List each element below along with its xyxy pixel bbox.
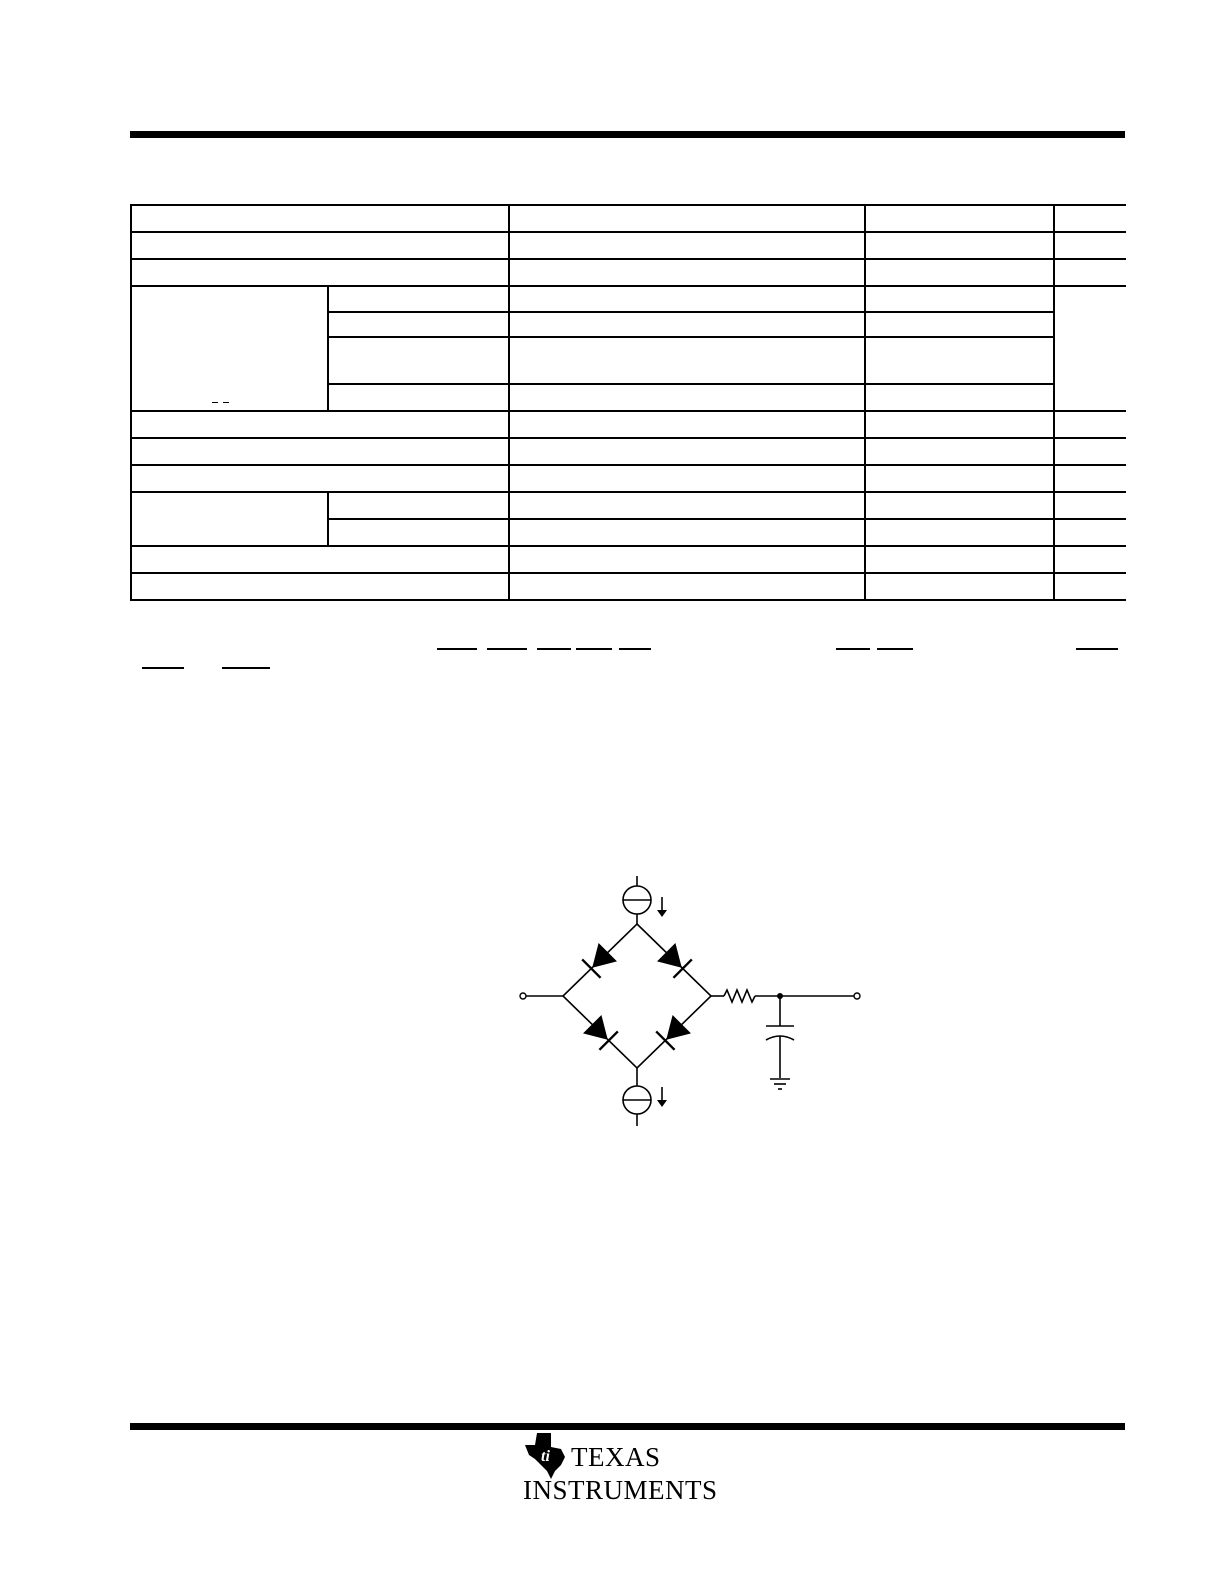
table-cell bbox=[509, 337, 865, 384]
junction-node bbox=[777, 993, 783, 999]
table-cell bbox=[131, 438, 509, 465]
current-arrowhead bbox=[657, 1100, 667, 1107]
table-cell bbox=[865, 573, 1054, 600]
table-cell bbox=[1054, 465, 1126, 492]
table-cell bbox=[131, 286, 328, 411]
overbar bbox=[877, 648, 913, 650]
table-cell bbox=[509, 519, 865, 546]
table-cell bbox=[865, 232, 1054, 259]
table-row bbox=[131, 465, 1126, 492]
table-row bbox=[131, 259, 1126, 286]
spec-table bbox=[130, 204, 1126, 601]
table-cell bbox=[328, 519, 509, 546]
table-cell bbox=[509, 492, 865, 519]
input-terminal bbox=[520, 993, 526, 999]
table-cell bbox=[131, 259, 509, 286]
table-cell bbox=[865, 492, 1054, 519]
footer-rule bbox=[130, 1423, 1125, 1430]
table-cell bbox=[509, 205, 865, 232]
table-cell bbox=[131, 465, 509, 492]
ti-logo bbox=[521, 1431, 731, 1507]
table-cell bbox=[865, 438, 1054, 465]
overbar bbox=[619, 648, 651, 650]
overbar bbox=[142, 667, 184, 669]
resistor bbox=[724, 990, 755, 1002]
table-cell bbox=[328, 286, 509, 312]
header-rule bbox=[130, 131, 1125, 138]
table-cell bbox=[1054, 411, 1126, 438]
table-cell bbox=[328, 312, 509, 337]
svg-text:ti: ti bbox=[541, 1448, 550, 1465]
table-cell bbox=[509, 259, 865, 286]
ti-state-icon bbox=[525, 1433, 565, 1479]
table-row bbox=[131, 546, 1126, 573]
table-cell bbox=[509, 546, 865, 573]
overbar bbox=[437, 648, 477, 650]
table-cell bbox=[1054, 232, 1126, 259]
table-row bbox=[131, 205, 1126, 232]
overbar bbox=[222, 667, 270, 669]
current-arrowhead bbox=[657, 910, 667, 917]
bridge-outline bbox=[563, 924, 711, 1068]
table-cell bbox=[865, 205, 1054, 232]
table-cell bbox=[1054, 573, 1126, 600]
table-cell bbox=[509, 286, 865, 312]
table-row bbox=[131, 286, 1126, 312]
table-cell bbox=[865, 384, 1054, 411]
table-cell bbox=[328, 337, 509, 384]
overbar bbox=[537, 648, 571, 650]
table-cell bbox=[1054, 492, 1126, 519]
table-cell bbox=[1054, 546, 1126, 573]
table-cell bbox=[865, 465, 1054, 492]
overbar bbox=[487, 648, 527, 650]
table-cell bbox=[865, 312, 1054, 337]
table-cell bbox=[131, 573, 509, 600]
table-cell bbox=[509, 312, 865, 337]
diode-bridge-circuit bbox=[500, 868, 880, 1138]
table-cell bbox=[509, 384, 865, 411]
dash-mark bbox=[212, 402, 218, 403]
table-cell bbox=[865, 337, 1054, 384]
table-cell bbox=[328, 492, 509, 519]
table-cell bbox=[1054, 519, 1126, 546]
ti-wordmark-line-1: TEXAS bbox=[571, 1442, 661, 1472]
table-cell bbox=[865, 259, 1054, 286]
table-row bbox=[131, 232, 1126, 259]
table-row bbox=[131, 573, 1126, 600]
table-cell bbox=[865, 286, 1054, 312]
output-terminal bbox=[854, 993, 860, 999]
table-cell bbox=[131, 492, 328, 546]
ti-wordmark-line-2: INSTRUMENTS bbox=[523, 1475, 718, 1505]
table-cell bbox=[865, 411, 1054, 438]
overbar bbox=[836, 648, 870, 650]
table-cell bbox=[865, 546, 1054, 573]
table-cell bbox=[509, 411, 865, 438]
table-cell bbox=[131, 205, 509, 232]
table-cell bbox=[509, 573, 865, 600]
table-cell bbox=[131, 232, 509, 259]
table-cell bbox=[1054, 259, 1126, 286]
overbar bbox=[576, 648, 612, 650]
table-row bbox=[131, 411, 1126, 438]
table-cell bbox=[328, 384, 509, 411]
table-cell bbox=[509, 465, 865, 492]
table-cell bbox=[1054, 438, 1126, 465]
dash-mark bbox=[223, 402, 229, 403]
table-row bbox=[131, 492, 1126, 519]
table-cell bbox=[1054, 205, 1126, 232]
table-cell bbox=[131, 411, 509, 438]
table-cell bbox=[865, 519, 1054, 546]
table-cell bbox=[509, 438, 865, 465]
table-cell bbox=[1054, 286, 1126, 411]
overbar bbox=[1076, 648, 1118, 650]
table-cell bbox=[509, 232, 865, 259]
table-cell bbox=[131, 546, 509, 573]
table-row bbox=[131, 438, 1126, 465]
